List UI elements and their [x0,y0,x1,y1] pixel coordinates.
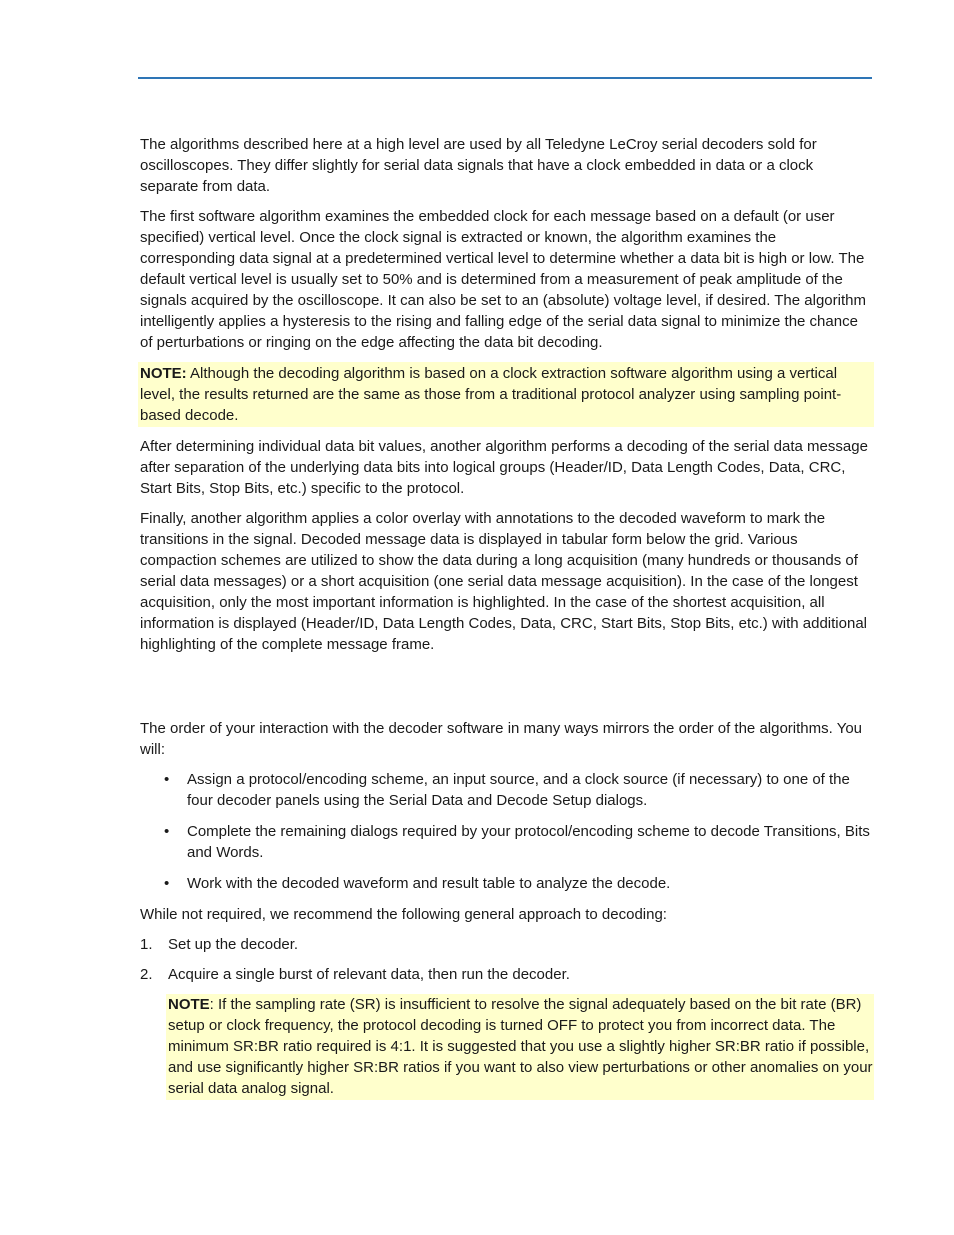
list-item [140,821,872,863]
paragraph-decoding-algorithm: After determining individual data bit values, another algorithm performs a decoding of the serial data message after separation of the underlying data bits into logical groups (Header/ID, Data Length Codes, Data, CRC, Start Bits, Stop Bits, etc.) specific to the protocol. [140,438,868,497]
note-label: NOTE [168,996,210,1013]
note-callout [138,362,874,427]
note-label: NOTE: [140,365,187,382]
document-body [140,134,872,1109]
bullet-list [140,769,872,894]
paragraph-clock-algorithm: The first software algorithm examines the embedded clock for each message based on a default (or user specified) vertical level. Once the clock signal is extracted or known, the algorithm examines the corresponding data signal at a predetermined vertical level to determine whether a data bit is high or low. The default vertical level is usually set to 50% and is determined from a measurement of peak amplitude of the signals acquired by the oscilloscope. It can also be set to an (absolute) voltage level, if desired. The algorithm intelligently applies a hysteresis to the rising and falling edge of the serial data signal to minimize the chance of perturbations or ringing on the edge affecting the data bit decoding. [140,208,866,351]
bullet-icon: • [164,771,170,788]
note-text: Although the decoding algorithm is based on a clock extraction software algorithm using a vertical level, the results returned are the same as those from a traditional protocol analyzer using sampling point-based decode. [140,365,842,424]
header-rule [138,77,872,79]
sampling-rate-note [166,994,874,1100]
numbered-list [140,934,872,985]
note-text: : If the sampling rate (SR) is insufficient to resolve the signal adequately based on the bit rate (BR) setup or clock frequency, the protocol decoding is turned OFF to protect you from incorrect data. The minimum SR:BR ratio required is 4:1. It is suggested that you use a slightly higher SR:BR ratio if possible, and use significantly higher SR:BR ratios if you want to also view perturbations or other anomalies on your serial data analog signal. [168,996,873,1097]
list-item-text: Complete the remaining dialogs required by your protocol/encoding scheme to decode Transitions, Bits and Words. [187,823,870,861]
list-item-text: Assign a protocol/encoding scheme, an input source, and a clock source (if necessary) to one of the four decoder panels using the Serial Data and Decode Setup dialogs. [187,771,850,809]
bullet-icon: • [164,875,170,892]
list-item [140,769,872,811]
step-item [140,964,872,985]
step-text: Acquire a single burst of relevant data, then run the decoder. [168,966,570,983]
list-item-text: Work with the decoded waveform and result table to analyze the decode. [187,875,671,892]
paragraph-interaction-order: The order of your interaction with the decoder software in many ways mirrors the order of the algorithms. You will: [140,720,863,758]
step-text: Set up the decoder. [168,936,299,953]
step-item [140,934,872,955]
step-number: 2. [140,966,153,983]
bullet-icon: • [164,823,170,840]
paragraph-intro: The algorithms described here at a high level are used by all Teledyne LeCroy serial decoders sold for oscilloscopes. They differ slightly for serial data signals that have a clock embedded in data or a clock separate from data. [140,136,817,195]
list-item [140,873,872,894]
paragraph-overlay-algorithm: Finally, another algorithm applies a color overlay with annotations to the decoded waveform to mark the transitions in the signal. Decoded message data is displayed in tabular form below the grid. Various compaction schemes are utilized to show the data during a long acquisition (many hundreds or thousands of serial data messages) or a short acquisition (one serial data message acquisition). In the case of the longest acquisition, only the most important information is highlighted. In the case of the shortest acquisition, all information is displayed (Header/ID, Data Length Codes, Data, CRC, Start Bits, Stop Bits, etc.) with additional highlighting of the complete message frame. [140,510,868,653]
step-number: 1. [140,936,153,953]
paragraph-recommendation: While not required, we recommend the following general approach to decoding: [140,906,667,923]
section-gap [140,664,872,718]
